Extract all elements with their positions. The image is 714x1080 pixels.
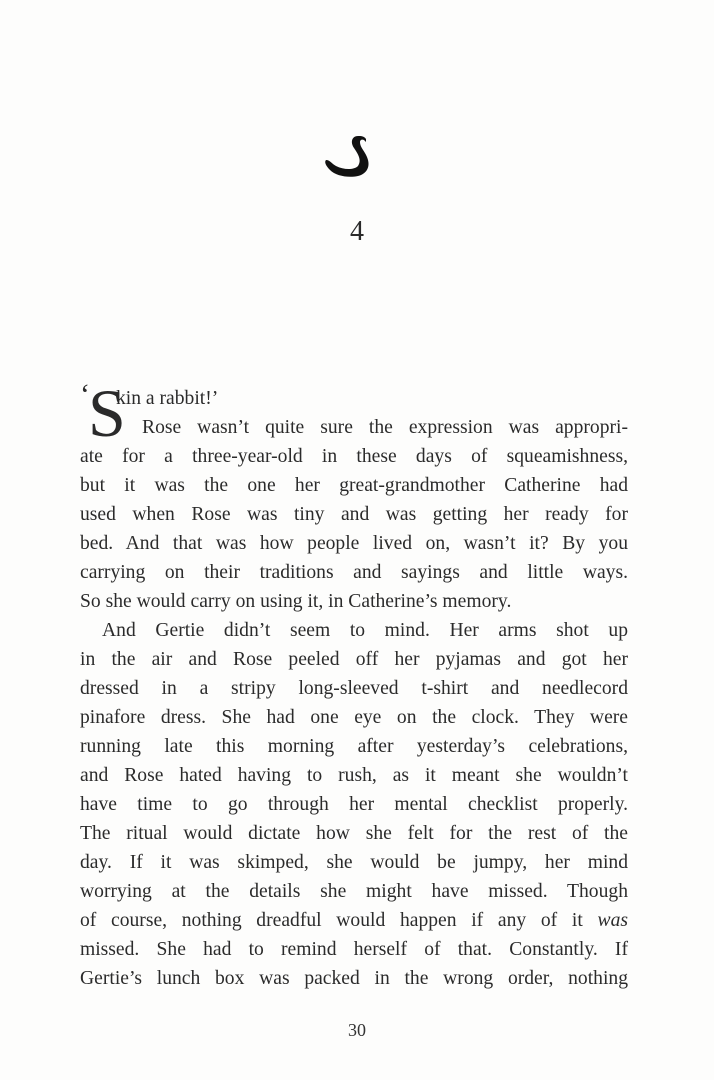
text-line: day. If it was skimped, she would be jumpy, her mind <box>80 852 628 873</box>
text-line: Gertie’s lunch box was packed in the wrong order, nothing <box>80 968 628 989</box>
text-line: dressed in a stripy long-sleeved t-shirt and needlecord <box>80 678 628 699</box>
text-line: worrying at the details she might have missed. Though <box>80 881 628 902</box>
page-number: 30 <box>348 1020 366 1040</box>
text-line: So she would carry on using it, in Catherine’s memory. <box>80 591 512 612</box>
drop-cap: S <box>88 375 126 451</box>
body-text <box>80 375 628 993</box>
text-line: carrying on their traditions and sayings and little ways. <box>80 562 628 583</box>
text-line: in the air and Rose peeled off her pyjamas and got her <box>80 649 628 670</box>
opening-quote: ‘ <box>80 378 90 411</box>
text-segment: of course, nothing dreadful would happen if any of it <box>80 910 583 931</box>
text-line: And Gertie didn’t seem to mind. Her arms shot up <box>102 620 628 641</box>
italic-word: was <box>597 910 628 931</box>
text-line: and Rose hated having to rush, as it meant she wouldn’t <box>80 765 628 786</box>
text-line: have time to go through her mental checklist properly. <box>80 794 628 815</box>
text-line: pinafore dress. She had one eye on the clock. They were <box>80 707 628 728</box>
text-line: used when Rose was tiny and was getting her ready for <box>80 504 628 525</box>
text-line: bed. And that was how people lived on, wasn’t it? By you <box>80 533 628 554</box>
text-line: The ritual would dictate how she felt for the rest of the <box>80 823 628 844</box>
chapter-number: 4 <box>350 216 364 247</box>
text-line: ate for a three-year-old in these days of squeamishness, <box>80 446 628 467</box>
text-line: missed. She had to remind herself of that. Constantly. If <box>80 939 628 960</box>
text-line-italic <box>80 906 628 935</box>
text-line: Rose wasn’t quite sure the expression was appropri- <box>142 417 628 438</box>
swan-icon <box>318 130 378 182</box>
text-line: running late this morning after yesterday’s celebrations, <box>80 736 628 757</box>
first-line-text: kin a rabbit!’ <box>116 388 219 409</box>
text-line: but it was the one her great-grandmother Catherine had <box>80 475 628 496</box>
